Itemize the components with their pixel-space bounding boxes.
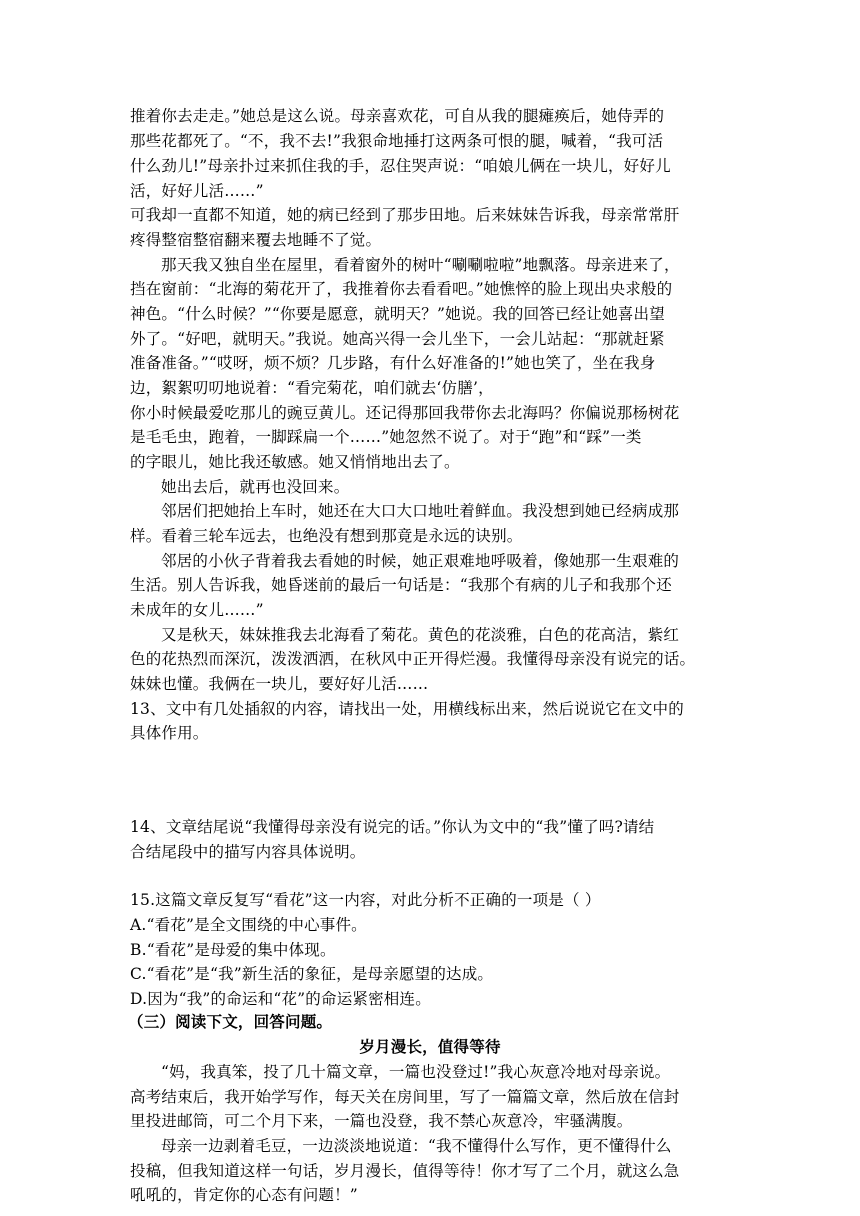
paragraph-start: 邻居的小伙子背着我去看她的时候，她正艰难地呼吸着，像她那一生艰难的 <box>161 552 680 570</box>
text-line: 什么劲儿!”母亲扑过来抓住我的手，忍住哭声说：“咱娘儿俩在一块儿，好好儿 <box>130 157 671 175</box>
option-d: D.因为“我”的命运和“花”的命运紧密相连。 <box>130 990 431 1008</box>
question-14-cont: 合结尾段中的描写内容具体说明。 <box>130 843 366 861</box>
text-line: 活，好好儿活……” <box>130 182 264 200</box>
question-14: 14、文章结尾说“我懂得母亲没有说完的话。”你认为文中的“我”懂了吗?请结 <box>130 818 655 836</box>
text-line: 未成年的女儿……” <box>130 601 264 619</box>
article-title: 岁月漫长，值得等待 <box>359 1037 501 1056</box>
text-line: 样。看着三轮车远去，也绝没有想到那竟是永远的诀别。 <box>130 527 523 545</box>
text-line: 边，絮絮叨叨地说着：“看完菊花，咱们就去‘仿膳’， <box>130 379 494 397</box>
text-line: 外了。“好吧，就明天。”我说。她高兴得一会儿坐下，一会儿站起：“那就赶紧 <box>130 330 665 348</box>
text-line: 吼吼的，肯定你的心态有问题！” <box>130 1186 358 1204</box>
text-line: 准备准备。”“哎呀，烦不烦？几步路，有什么好准备的!”她也笑了，坐在我身 <box>130 354 656 372</box>
option-a: A.“看花”是全文围绕的中心事件。 <box>130 916 367 934</box>
text-line: 色的花热烈而深沉，泼泼洒洒，在秋风中正开得烂漫。我懂得母亲没有说完的话。 <box>130 650 696 668</box>
text-line: 投稿，但我知道这样一句话，岁月漫长，值得等待！你才写了二个月，就这么急 <box>130 1162 680 1180</box>
option-b: B.“看花”是母爱的集中体现。 <box>130 941 336 959</box>
text-line: 推着你去走走。”她总是这么说。母亲喜欢花，可自从我的腿瘫痪后，她侍弄的 <box>130 107 665 125</box>
text-line: 挡在窗前：“北海的菊花开了，我推着你去看看吧。”她憔悴的脸上现出央求般的 <box>130 280 673 298</box>
paragraph-start: 邻居们把她抬上车时，她还在大口大口地吐着鲜血。我没想到她已经病成那 <box>161 502 680 520</box>
text-line: 是毛毛虫，跑着，一脚踩扁一个……”她忽然不说了。对于“跑”和“踩”一类 <box>130 428 642 446</box>
text-line: 可我却一直都不知道，她的病已经到了那步田地。后来妹妹告诉我，母亲常常肝 <box>130 206 680 224</box>
text-line: 生活。别人告诉我，她昏迷前的最后一句话是：“我那个有病的儿子和我那个还 <box>130 576 672 594</box>
paragraph-start: 她出去后，就再也没回来。 <box>161 478 350 496</box>
paragraph-start: 又是秋天，妹妹推我去北海看了菊花。黄色的花淡雅，白色的花高洁，紫红 <box>161 626 680 644</box>
option-c: C.“看花”是“我”新生活的象征，是母亲愿望的达成。 <box>130 965 494 983</box>
paragraph-start: 母亲一边剥着毛豆，一边淡淡地说道：“我不懂得什么写作，更不懂得什么 <box>161 1137 672 1155</box>
question-15-stem: 15.这篇文章反复写“看花”这一内容，对此分析不正确的一项是（ ） <box>130 891 601 909</box>
question-13: 13、文中有几处插叙的内容，请找出一处，用横线标出来，然后说说它在文中的 <box>130 700 684 718</box>
text-line: 妹妹也懂。我俩在一块儿，要好好儿活…… <box>130 675 429 693</box>
text-line: 那些花都死了。“不，我不去!”我狠命地捶打这两条可恨的腿，喊着，“我可活 <box>130 132 664 150</box>
text-line: 的字眼儿，她比我还敏感。她又悄悄地出去了。 <box>130 453 460 471</box>
section-heading: （三）阅读下文，回答问题。 <box>128 1012 333 1031</box>
text-line: 神色。“什么时候？”“你要是愿意，就明天？”她说。我的回答已经让她喜出望 <box>130 305 665 323</box>
text-line: 里投进邮筒，可二个月下来，一篇也没登，我不禁心灰意冷，牢骚满腹。 <box>130 1112 633 1130</box>
paragraph-start: “妈，我真笨，投了几十篇文章，一篇也没登过!”我心灰意冷地对母亲说。 <box>161 1063 671 1081</box>
question-13-cont: 具体作用。 <box>130 724 209 742</box>
paragraph-start: 那天我又独自坐在屋里，看着窗外的树叶“唰唰啦啦”地飘落。母亲进来了， <box>161 256 680 274</box>
text-line: 疼得整宿整宿翻来覆去地睡不了觉。 <box>130 231 382 249</box>
text-line: 你小时候最爱吃那儿的豌豆黄儿。还记得那回我带你去北海吗？你偏说那杨树花 <box>130 404 680 422</box>
text-line: 高考结束后，我开始学写作，每天关在房间里，写了一篇篇文章，然后放在信封 <box>130 1088 680 1106</box>
